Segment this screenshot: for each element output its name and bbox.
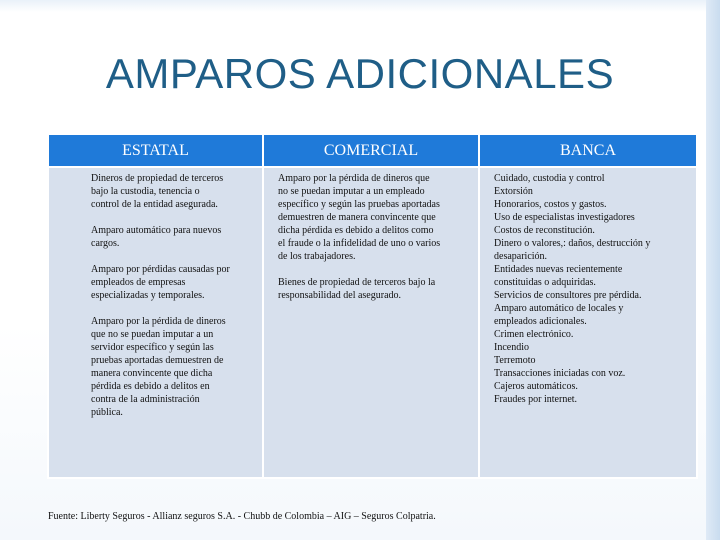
estatal-item: Amparo por pérdidas causadas por empleados de empresas especializadas y temporales. <box>91 264 230 301</box>
header-estatal: ESTATAL <box>48 134 263 167</box>
comercial-item: Bienes de propiedad de terceros bajo la responsabilidad del asegurado. <box>278 277 436 301</box>
estatal-item: Amparo por la pérdida de dineros que no se puedan imputar a un servidor específico y según las pruebas aportadas demuestren de manera convincente que dicha pérdida es debido a delitos en contra de la administración pública. <box>91 316 226 418</box>
slide-title: AMPAROS ADICIONALES <box>105 50 615 97</box>
comercial-cell <box>263 167 479 478</box>
source-footnote: Fuente: Liberty Seguros - Allianz seguros S.A. - Chubb de Colombia – AIG – Seguros Colpatria. <box>48 511 436 522</box>
estatal-item: Amparo automático para nuevos cargos. <box>91 225 222 249</box>
estatal-cell <box>48 167 263 478</box>
estatal-item: Dineros de propiedad de terceros bajo la custodia, tenencia o control de la entidad asegurada. <box>91 173 224 210</box>
banca-cell <box>479 167 697 478</box>
coverage-table <box>47 133 698 479</box>
comercial-item: Amparo por la pérdida de dineros que no se puedan imputar a un empleado específico y según las pruebas aportadas demuestren de manera convincente que dicha pérdida es debido a delitos como el fraude o la infidelidad de uno o varios de los trabajadores. <box>278 173 441 262</box>
header-comercial: COMERCIAL <box>263 134 479 167</box>
table-row <box>48 167 697 478</box>
banca-list: Cuidado, custodia y control Extorsión Honorarios, costos y gastos. Uso de especialistas investigadores Costos de reconstitución. Dinero o valores,: daños, destrucción y desaparición. Entidades nuevas recientemente constituidas o adquiridas. Servicios de consultores pre pérdida. Amparo automático de locales y empleados adicionales. Crimen electrónico. Incendio Terremoto Transacciones iniciadas con voz. Cajeros automáticos. Fraudes por internet. <box>494 173 651 405</box>
table-header-row <box>48 134 697 167</box>
header-banca: BANCA <box>479 134 697 167</box>
top-decorative-band <box>0 0 720 12</box>
